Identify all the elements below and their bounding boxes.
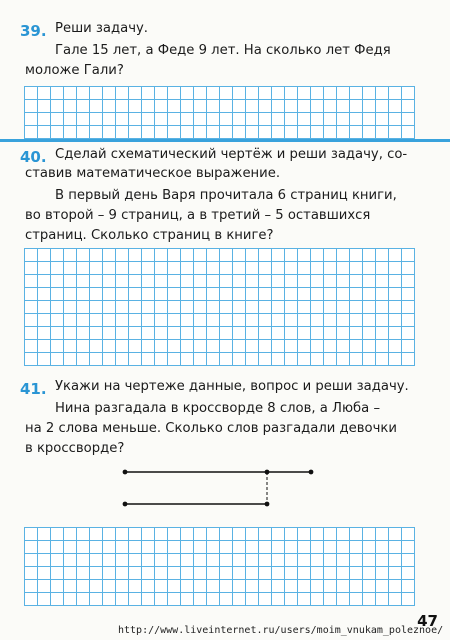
- task-41-line-4: в кроссворде?: [25, 441, 125, 456]
- segment-nina-start: [123, 470, 128, 475]
- segment-nina-end: [309, 470, 314, 475]
- task-39-number: 39.: [20, 22, 47, 40]
- task-39-line-2: Гале 15 лет, а Феде 9 лет. На сколько лет Федя: [55, 43, 391, 58]
- segment-lyuba-end: [265, 502, 270, 507]
- watermark-url: http://www.liveinternet.ru/users/moim_vnukam_poleznoe/: [118, 625, 444, 636]
- task-40-line-1: Сделай схематический чертёж и реши задачу, со-: [55, 147, 408, 162]
- task-40-number: 40.: [20, 148, 47, 166]
- task-40-line-3: В первый день Варя прочитала 6 страниц книги,: [55, 188, 397, 203]
- task-40-line-5: страниц. Сколько страниц в книге?: [25, 228, 274, 243]
- segment-lyuba-start: [123, 502, 128, 507]
- task-40-line-4: во второй – 9 страниц, а в третий – 5 оставшихся: [25, 208, 371, 223]
- task-40-line-2: ставив математическое выражение.: [25, 166, 281, 181]
- answer-grid-41[interactable]: [24, 527, 415, 606]
- task-39-line-1: Реши задачу.: [55, 21, 148, 36]
- task-41-number: 41.: [20, 380, 47, 398]
- segment-diagram: [115, 462, 325, 512]
- task-39-line-3: моложе Гали?: [25, 63, 124, 78]
- answer-grid-40[interactable]: [24, 248, 415, 366]
- answer-grid-39[interactable]: [24, 86, 415, 139]
- task-41-line-1: Укажи на чертеже данные, вопрос и реши задачу.: [55, 379, 409, 394]
- page-number: 47: [417, 612, 438, 630]
- task-41-line-3: на 2 слова меньше. Сколько слов разгадали девочки: [25, 421, 397, 436]
- task-41-line-2: Нина разгадала в кроссворде 8 слов, а Люба –: [55, 401, 381, 416]
- section-divider: [0, 139, 450, 142]
